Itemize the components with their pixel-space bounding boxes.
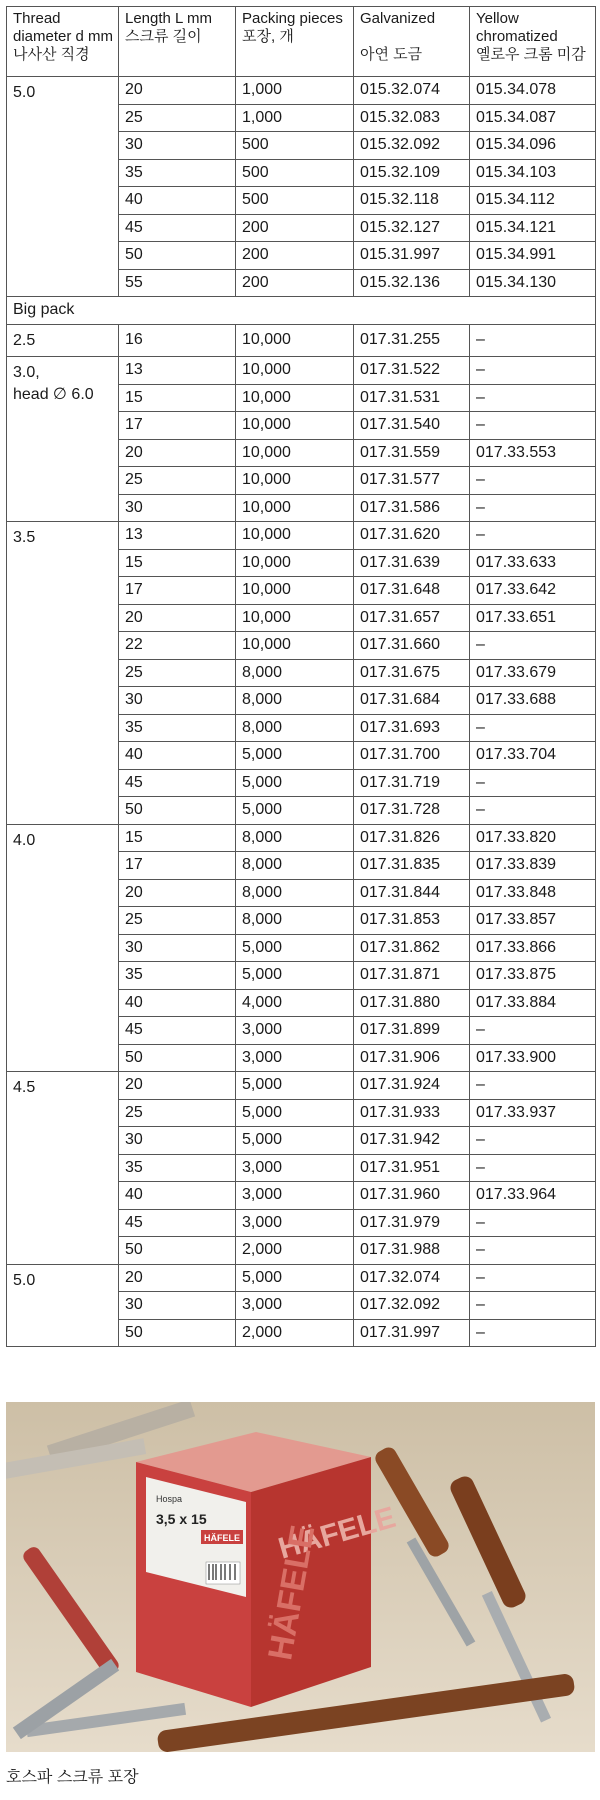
yellow-chromatized-cell: – [470,494,596,522]
header-galvanized: Galvanized 아연 도금 [354,7,470,77]
galvanized-cell: 017.31.880 [354,989,470,1017]
packing-cell: 3,000 [236,1292,354,1320]
yellow-chromatized-cell: – [470,357,596,385]
yellow-chromatized-cell: 017.33.651 [470,604,596,632]
length-cell: 30 [119,132,236,160]
length-cell: 30 [119,1292,236,1320]
packing-cell: 10,000 [236,494,354,522]
length-cell: 20 [119,1264,236,1292]
table-row [7,357,596,385]
yellow-chromatized-cell: – [470,467,596,495]
header-thread-diameter: Thread diameter d mm 나사산 직경 [7,7,119,77]
packing-cell: 1,000 [236,104,354,132]
packing-cell: 10,000 [236,467,354,495]
length-cell: 40 [119,187,236,215]
galvanized-cell: 015.32.083 [354,104,470,132]
length-cell: 15 [119,384,236,412]
length-cell: 35 [119,159,236,187]
length-cell: 16 [119,324,236,357]
galvanized-cell: 017.31.960 [354,1182,470,1210]
galvanized-cell: 017.31.586 [354,494,470,522]
yellow-chromatized-cell: 015.34.078 [470,77,596,105]
packing-cell: 10,000 [236,577,354,605]
yellow-chromatized-cell: – [470,1292,596,1320]
yellow-chromatized-cell: – [470,384,596,412]
length-cell: 35 [119,1154,236,1182]
yellow-chromatized-cell: – [470,1127,596,1155]
yellow-chromatized-cell: 017.33.679 [470,659,596,687]
length-cell: 20 [119,77,236,105]
section-label: Big pack [7,297,596,325]
table-row [7,77,596,105]
length-cell: 20 [119,604,236,632]
packing-cell: 2,000 [236,1319,354,1347]
galvanized-cell: 017.31.899 [354,1017,470,1045]
length-cell: 17 [119,852,236,880]
packing-cell: 10,000 [236,412,354,440]
table-row [7,1072,596,1100]
yellow-chromatized-cell: – [470,714,596,742]
length-cell: 20 [119,879,236,907]
galvanized-cell: 017.32.092 [354,1292,470,1320]
galvanized-cell: 017.31.988 [354,1237,470,1265]
yellow-chromatized-cell: 017.33.964 [470,1182,596,1210]
yellow-chromatized-cell: – [470,1072,596,1100]
packing-cell: 2,000 [236,1237,354,1265]
yellow-chromatized-cell: 017.33.642 [470,577,596,605]
yellow-chromatized-cell: – [470,1209,596,1237]
length-cell: 15 [119,549,236,577]
packing-cell: 3,000 [236,1154,354,1182]
yellow-chromatized-cell: 017.33.875 [470,962,596,990]
length-cell: 25 [119,659,236,687]
length-cell: 50 [119,1319,236,1347]
yellow-chromatized-cell: – [470,797,596,825]
packing-cell: 3,000 [236,1182,354,1210]
length-cell: 20 [119,1072,236,1100]
yellow-chromatized-cell: 015.34.121 [470,214,596,242]
length-cell: 15 [119,824,236,852]
galvanized-cell: 015.32.109 [354,159,470,187]
yellow-chromatized-cell: 017.33.900 [470,1044,596,1072]
yellow-chromatized-cell: 015.34.087 [470,104,596,132]
packing-cell: 3,000 [236,1017,354,1045]
galvanized-cell: 017.31.997 [354,1319,470,1347]
packing-cell: 10,000 [236,384,354,412]
yellow-chromatized-cell: – [470,522,596,550]
yellow-chromatized-cell: 017.33.857 [470,907,596,935]
packing-cell: 200 [236,214,354,242]
length-cell: 30 [119,494,236,522]
screw-box [136,1432,399,1707]
table-row [7,1264,596,1292]
table-row [7,324,596,357]
yellow-chromatized-cell: 015.34.103 [470,159,596,187]
galvanized-cell: 017.31.522 [354,357,470,385]
length-cell: 30 [119,1127,236,1155]
screw-spec-table [6,6,596,1347]
galvanized-cell: 017.31.648 [354,577,470,605]
galvanized-cell: 017.31.728 [354,797,470,825]
galvanized-cell: 017.31.675 [354,659,470,687]
galvanized-cell: 015.32.118 [354,187,470,215]
packing-cell: 10,000 [236,632,354,660]
packing-cell: 8,000 [236,659,354,687]
yellow-chromatized-cell: – [470,1017,596,1045]
packing-cell: 5,000 [236,742,354,770]
yellow-chromatized-cell: 017.33.839 [470,852,596,880]
length-cell: 50 [119,242,236,270]
yellow-chromatized-cell: – [470,1154,596,1182]
length-cell: 17 [119,577,236,605]
yellow-chromatized-cell: 015.34.130 [470,269,596,297]
galvanized-cell: 017.31.693 [354,714,470,742]
yellow-chromatized-cell: 017.33.633 [470,549,596,577]
yellow-chromatized-cell: – [470,1264,596,1292]
length-cell: 20 [119,439,236,467]
length-cell: 40 [119,1182,236,1210]
packing-cell: 8,000 [236,879,354,907]
packing-cell: 10,000 [236,439,354,467]
packing-cell: 500 [236,132,354,160]
length-cell: 35 [119,962,236,990]
packing-cell: 5,000 [236,1072,354,1100]
header-length: Length L mm 스크류 길이 [119,7,236,77]
galvanized-cell: 017.31.577 [354,467,470,495]
yellow-chromatized-cell: 017.33.884 [470,989,596,1017]
packing-cell: 8,000 [236,907,354,935]
length-cell: 50 [119,797,236,825]
length-cell: 45 [119,1209,236,1237]
yellow-chromatized-cell: – [470,769,596,797]
packing-cell: 5,000 [236,797,354,825]
svg-text:3,5 x 15: 3,5 x 15 [156,1511,207,1527]
galvanized-cell: 017.31.906 [354,1044,470,1072]
packing-cell: 8,000 [236,852,354,880]
galvanized-cell: 017.31.639 [354,549,470,577]
galvanized-cell: 017.31.853 [354,907,470,935]
galvanized-cell: 015.31.997 [354,242,470,270]
galvanized-cell: 015.32.136 [354,269,470,297]
packing-cell: 8,000 [236,714,354,742]
packing-cell: 200 [236,242,354,270]
length-cell: 22 [119,632,236,660]
packing-cell: 4,000 [236,989,354,1017]
length-cell: 45 [119,214,236,242]
svg-text:Hospa: Hospa [156,1494,183,1504]
yellow-chromatized-cell: – [470,412,596,440]
packing-cell: 10,000 [236,549,354,577]
galvanized-cell: 017.31.684 [354,687,470,715]
packing-cell: 500 [236,159,354,187]
thread-diameter-cell: 3.0, head ∅ 6.0 [7,357,119,522]
galvanized-cell: 015.32.074 [354,77,470,105]
galvanized-cell: 017.31.657 [354,604,470,632]
packing-cell: 3,000 [236,1209,354,1237]
length-cell: 50 [119,1237,236,1265]
length-cell: 35 [119,714,236,742]
length-cell: 30 [119,934,236,962]
packing-cell: 500 [236,187,354,215]
thread-diameter-cell: 3.5 [7,522,119,825]
yellow-chromatized-cell: 015.34.991 [470,242,596,270]
yellow-chromatized-cell: 017.33.820 [470,824,596,852]
galvanized-cell: 015.32.127 [354,214,470,242]
length-cell: 50 [119,1044,236,1072]
yellow-chromatized-cell: 017.33.553 [470,439,596,467]
length-cell: 30 [119,687,236,715]
galvanized-cell: 017.31.719 [354,769,470,797]
packing-cell: 5,000 [236,934,354,962]
galvanized-cell: 017.31.660 [354,632,470,660]
galvanized-cell: 017.31.559 [354,439,470,467]
galvanized-cell: 017.31.979 [354,1209,470,1237]
yellow-chromatized-cell: – [470,324,596,357]
thread-diameter-cell: 5.0 [7,77,119,297]
packing-cell: 8,000 [236,687,354,715]
yellow-chromatized-cell: 017.33.848 [470,879,596,907]
galvanized-cell: 017.31.951 [354,1154,470,1182]
length-cell: 40 [119,989,236,1017]
packing-cell: 5,000 [236,962,354,990]
header-packing: Packing pieces 포장, 개 [236,7,354,77]
thread-diameter-cell: 4.0 [7,824,119,1072]
packing-cell: 200 [236,269,354,297]
yellow-chromatized-cell: – [470,1319,596,1347]
yellow-chromatized-cell: – [470,632,596,660]
packing-cell: 8,000 [236,824,354,852]
length-cell: 13 [119,522,236,550]
length-cell: 25 [119,907,236,935]
table-row [7,824,596,852]
thread-diameter-cell: 5.0 [7,1264,119,1347]
length-cell: 17 [119,412,236,440]
galvanized-cell: 017.31.620 [354,522,470,550]
packing-cell: 10,000 [236,522,354,550]
packing-cell: 5,000 [236,1099,354,1127]
length-cell: 25 [119,1099,236,1127]
thread-diameter-cell: 4.5 [7,1072,119,1265]
galvanized-cell: 017.31.700 [354,742,470,770]
packing-cell: 5,000 [236,769,354,797]
svg-text:HÄFELE: HÄFELE [204,1533,240,1543]
galvanized-cell: 017.31.871 [354,962,470,990]
galvanized-cell: 017.31.862 [354,934,470,962]
packing-cell: 5,000 [236,1127,354,1155]
header-yellow-chromatized: Yellow chromatized 옐로우 크롬 미감 [470,7,596,77]
svg-text:HÄFELE: HÄFELE [274,1500,400,1566]
yellow-chromatized-cell: 017.33.937 [470,1099,596,1127]
galvanized-cell: 017.31.933 [354,1099,470,1127]
length-cell: 55 [119,269,236,297]
galvanized-cell: 017.31.540 [354,412,470,440]
length-cell: 13 [119,357,236,385]
galvanized-cell: 017.31.835 [354,852,470,880]
packing-cell: 10,000 [236,604,354,632]
packing-cell: 10,000 [236,357,354,385]
yellow-chromatized-cell: – [470,1237,596,1265]
packing-cell: 3,000 [236,1044,354,1072]
galvanized-cell: 017.31.826 [354,824,470,852]
packing-cell: 10,000 [236,324,354,357]
yellow-chromatized-cell: 015.34.096 [470,132,596,160]
section-row [7,297,596,325]
yellow-chromatized-cell: 017.33.704 [470,742,596,770]
galvanized-cell: 017.31.924 [354,1072,470,1100]
length-cell: 40 [119,742,236,770]
svg-text:HÄFELE: HÄFELE [261,1522,323,1663]
yellow-chromatized-cell: 015.34.112 [470,187,596,215]
table-row [7,522,596,550]
length-cell: 25 [119,104,236,132]
screw-box-photo [6,1402,595,1752]
thread-diameter-cell: 2.5 [7,324,119,357]
galvanized-cell: 017.32.074 [354,1264,470,1292]
photo-caption: 호스파 스크류 포장 [6,1769,139,1786]
product-photo [6,1402,595,1752]
galvanized-cell: 015.32.092 [354,132,470,160]
packing-cell: 5,000 [236,1264,354,1292]
packing-cell: 1,000 [236,77,354,105]
galvanized-cell: 017.31.531 [354,384,470,412]
length-cell: 45 [119,769,236,797]
yellow-chromatized-cell: 017.33.866 [470,934,596,962]
length-cell: 45 [119,1017,236,1045]
galvanized-cell: 017.31.942 [354,1127,470,1155]
length-cell: 25 [119,467,236,495]
galvanized-cell: 017.31.844 [354,879,470,907]
galvanized-cell: 017.31.255 [354,324,470,357]
yellow-chromatized-cell: 017.33.688 [470,687,596,715]
table-header-row [7,7,596,77]
